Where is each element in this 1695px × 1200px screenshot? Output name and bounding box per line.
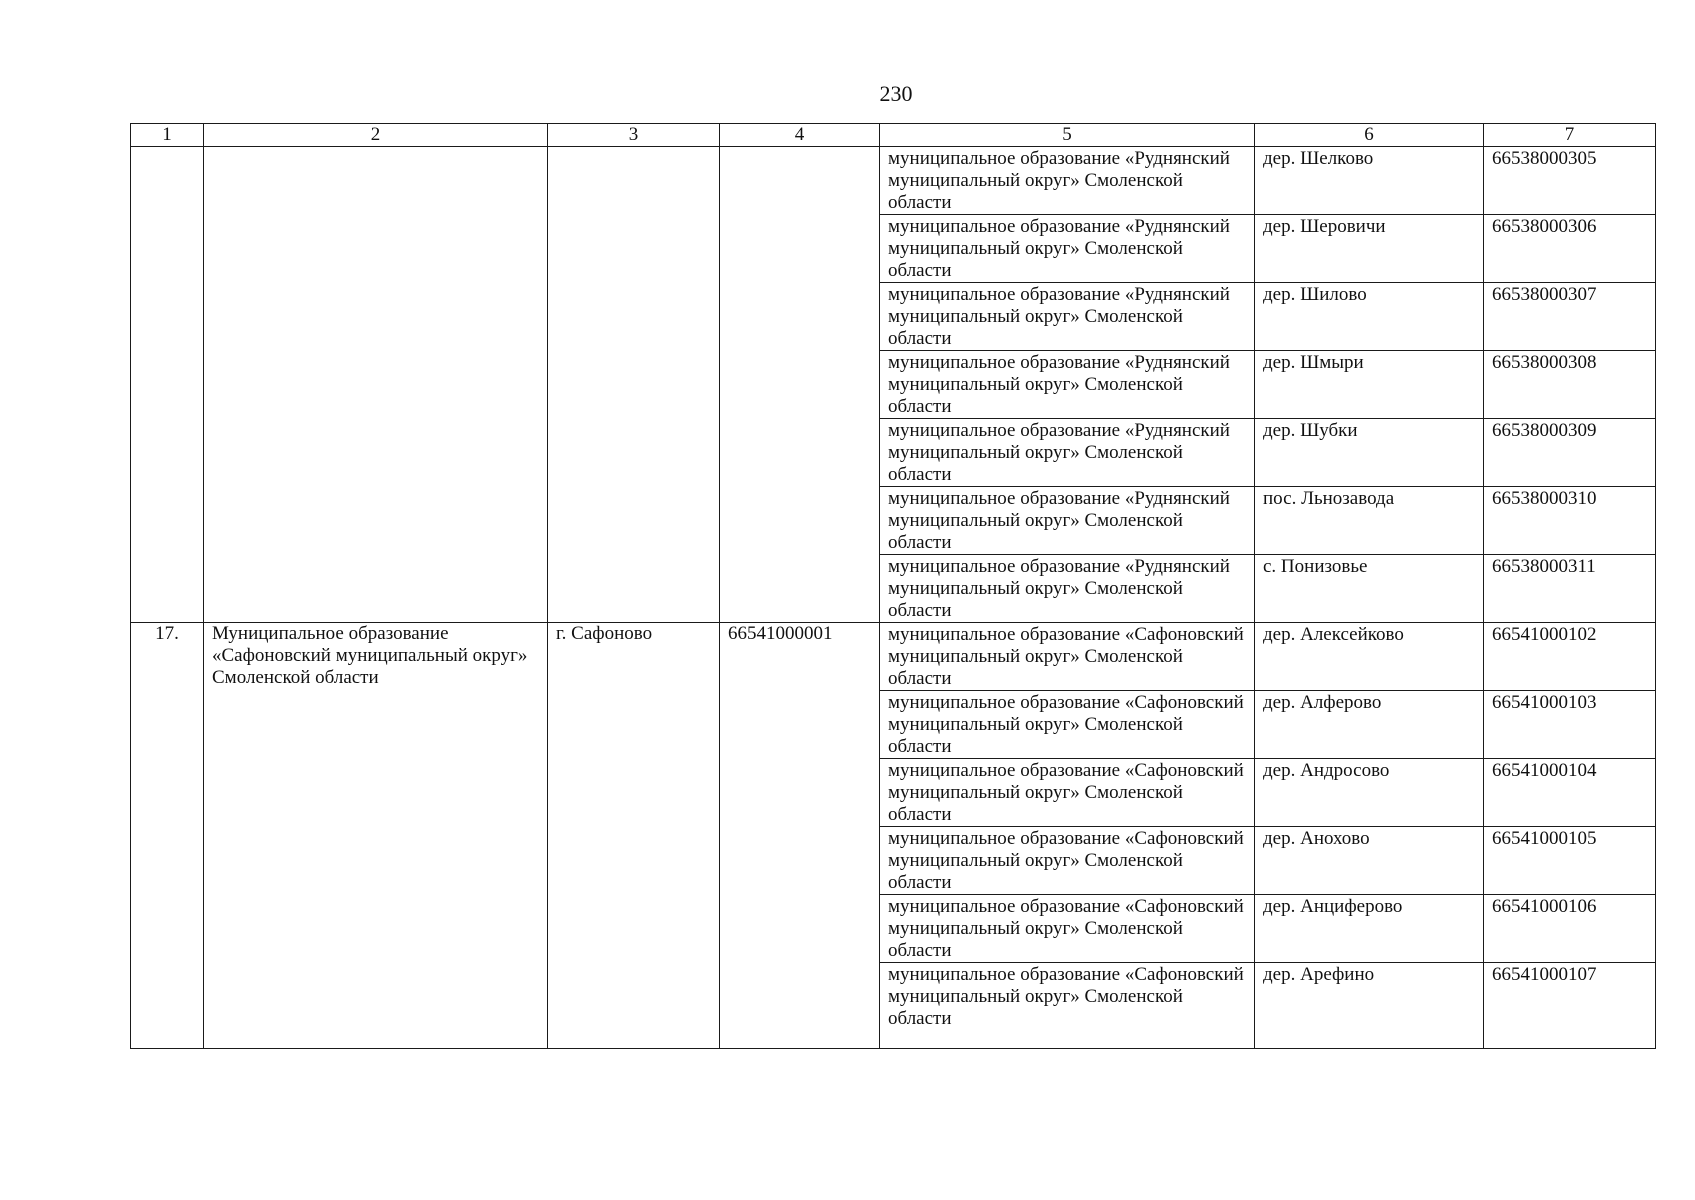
municipality-name-cell: Муниципальное образование «Сафоновский муниципальный округ» Смоленской области: [204, 623, 548, 1049]
locality-cell: дер. Шилово: [1255, 283, 1484, 351]
sub-municipality-cell: муниципальное образование «Руднянский муниципальный округ» Смоленской области: [880, 555, 1255, 623]
column-header: 6: [1255, 124, 1484, 147]
locality-cell: дер. Анциферово: [1255, 895, 1484, 963]
locality-cell: дер. Шелково: [1255, 147, 1484, 215]
locality-code-cell: 66541000107: [1484, 963, 1656, 1049]
admin-center-cell: г. Сафоново: [548, 623, 720, 1049]
locality-cell: дер. Андросово: [1255, 759, 1484, 827]
admin-center-cell: [548, 147, 720, 623]
locality-cell: пос. Льнозавода: [1255, 487, 1484, 555]
page-number: 230: [879, 81, 913, 106]
locality-cell: дер. Алферово: [1255, 691, 1484, 759]
locality-code-cell: 66538000309: [1484, 419, 1656, 487]
locality-code-cell: 66538000305: [1484, 147, 1656, 215]
sub-municipality-cell: муниципальное образование «Сафоновский муниципальный округ» Смоленской области: [880, 895, 1255, 963]
locality-cell: дер. Арефино: [1255, 963, 1484, 1049]
locality-cell: дер. Шмыри: [1255, 351, 1484, 419]
column-header: 3: [548, 124, 720, 147]
sub-municipality-cell: муниципальное образование «Сафоновский муниципальный округ» Смоленской области: [880, 827, 1255, 895]
column-header: 7: [1484, 124, 1656, 147]
sub-municipality-cell: муниципальное образование «Руднянский муниципальный округ» Смоленской области: [880, 283, 1255, 351]
locality-cell: дер. Анохово: [1255, 827, 1484, 895]
locality-code-cell: 66541000105: [1484, 827, 1656, 895]
settlements-table: [130, 123, 1656, 1049]
locality-cell: дер. Шубки: [1255, 419, 1484, 487]
sub-municipality-cell: муниципальное образование «Сафоновский муниципальный округ» Смоленской области: [880, 963, 1255, 1049]
locality-code-cell: 66541000104: [1484, 759, 1656, 827]
sub-municipality-cell: муниципальное образование «Сафоновский муниципальный округ» Смоленской области: [880, 759, 1255, 827]
sub-municipality-cell: муниципальное образование «Руднянский муниципальный округ» Смоленской области: [880, 147, 1255, 215]
municipality-name-cell: [204, 147, 548, 623]
locality-code-cell: 66538000311: [1484, 555, 1656, 623]
locality-cell: дер. Алексейково: [1255, 623, 1484, 691]
column-header: 4: [720, 124, 880, 147]
entry-number-cell: [131, 147, 204, 623]
locality-code-cell: 66541000106: [1484, 895, 1656, 963]
column-header: 1: [131, 124, 204, 147]
oktmo-code-cell: [720, 147, 880, 623]
locality-cell: дер. Шеровичи: [1255, 215, 1484, 283]
sub-municipality-cell: муниципальное образование «Руднянский муниципальный округ» Смоленской области: [880, 487, 1255, 555]
table-row: [131, 147, 1656, 215]
locality-code-cell: 66541000102: [1484, 623, 1656, 691]
entry-number-cell: 17.: [131, 623, 204, 1049]
locality-code-cell: 66538000308: [1484, 351, 1656, 419]
table-row: [131, 623, 1656, 691]
locality-code-cell: 66538000306: [1484, 215, 1656, 283]
locality-code-cell: 66541000103: [1484, 691, 1656, 759]
locality-code-cell: 66538000310: [1484, 487, 1656, 555]
column-header: 5: [880, 124, 1255, 147]
sub-municipality-cell: муниципальное образование «Сафоновский муниципальный округ» Смоленской области: [880, 691, 1255, 759]
locality-code-cell: 66538000307: [1484, 283, 1656, 351]
column-header: 2: [204, 124, 548, 147]
sub-municipality-cell: муниципальное образование «Руднянский муниципальный округ» Смоленской области: [880, 215, 1255, 283]
sub-municipality-cell: муниципальное образование «Сафоновский муниципальный округ» Смоленской области: [880, 623, 1255, 691]
sub-municipality-cell: муниципальное образование «Руднянский муниципальный округ» Смоленской области: [880, 419, 1255, 487]
column-number-row: [131, 124, 1656, 147]
locality-cell: с. Понизовье: [1255, 555, 1484, 623]
oktmo-code-cell: 66541000001: [720, 623, 880, 1049]
sub-municipality-cell: муниципальное образование «Руднянский муниципальный округ» Смоленской области: [880, 351, 1255, 419]
